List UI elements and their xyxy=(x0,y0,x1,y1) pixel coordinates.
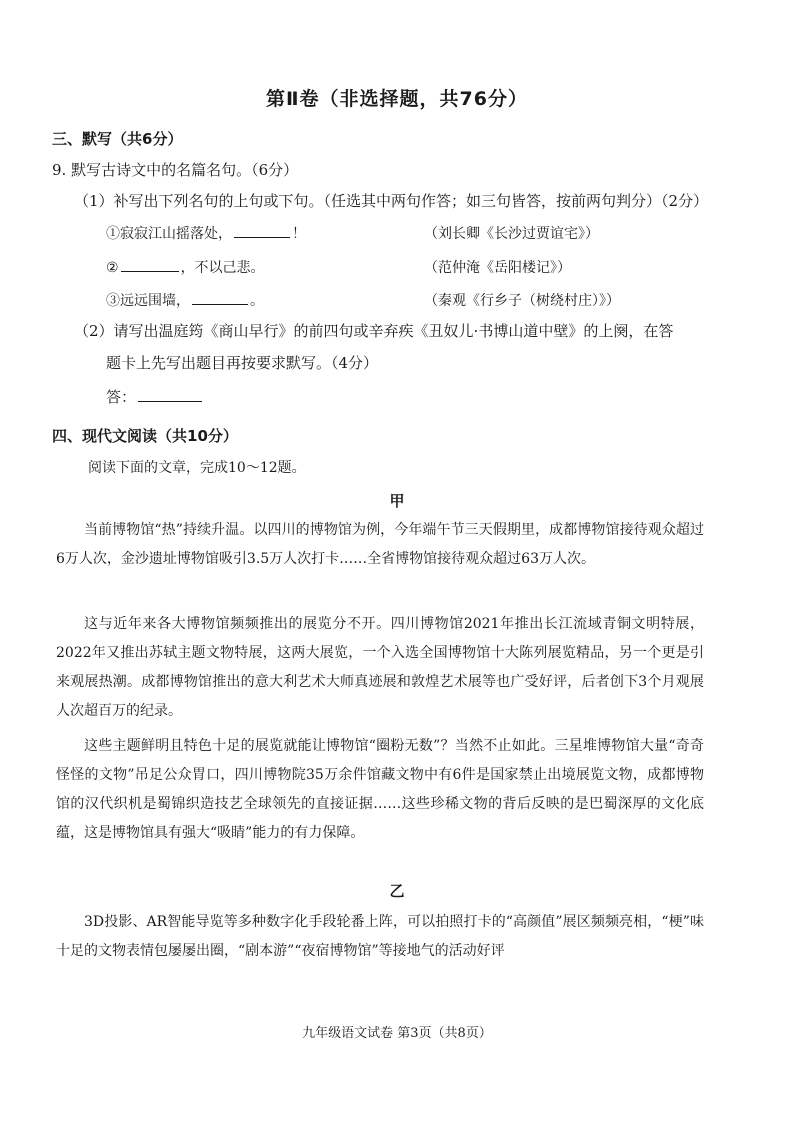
fill-item-3 xyxy=(106,290,264,310)
section-3-heading: 三、默写（共6分） xyxy=(52,130,183,148)
fill-item-2-before: ② xyxy=(106,260,119,276)
page-footer: 九年级语文试卷 第3页（共8页） xyxy=(302,1026,492,1041)
fill-item-2-after: ，不以己悲。 xyxy=(180,260,265,276)
answer-line xyxy=(106,386,204,407)
fill-blank-1[interactable] xyxy=(234,236,290,238)
part-a-paragraph-3: 这些主题鲜明且特色十足的展览就能让博物馆“圈粉无数”？当然不止如此。三星堆博物馆大量“奇奇怪怪的文物”吊足公众胃口，四川博物院35万余件馆藏文物中有6件是国家禁止出境展览文物，成都博物馆的汉代织机是蜀锦织造技艺全球领先的直接证据……这些珍稀文物的背后反映的是巴蜀深厚的文化底蕴，这是博物馆具有强大“吸睛”能力的有力保障。 xyxy=(56,738,704,841)
fill-item-2 xyxy=(106,257,265,277)
question-9-sub1: （1）补写出下列名句的上句或下句。（任选其中两句作答；如三句皆答，按前两句判分）（2分） xyxy=(74,192,709,210)
fill-item-3-after: 。 xyxy=(250,293,264,309)
fill-item-1-before: ①寂寂江山摇落处， xyxy=(106,226,232,242)
part-b-heading: 乙 xyxy=(389,882,405,900)
fill-item-3-source: （秦观《行乡子（树绕村庄）》） xyxy=(424,293,620,309)
part-a-paragraph-1: 当前博物馆“热”持续升温。以四川的博物馆为例，今年端午节三天假期里，成都博物馆接待观众超过6万人次，金沙遗址博物馆吸引3.5万人次打卡……全省博物馆接待观众超过63万人次。 xyxy=(56,522,704,567)
section-4-heading: 四、现代文阅读（共10分） xyxy=(52,427,238,445)
fill-item-1 xyxy=(106,223,306,243)
fill-item-1-after: ！ xyxy=(292,226,306,242)
part-b-paragraph-1: 3D投影、AR智能导览等多种数字化手段轮番上阵，可以拍照打卡的“高颜值”展区频频亮相，“梗”味十足的文物表情包屡屡出圈，“剧本游”“夜宿博物馆”等接地气的活动好评 xyxy=(56,914,704,959)
answer-blank[interactable] xyxy=(138,400,202,402)
fill-item-2-source: （范仲淹《岳阳楼记》） xyxy=(424,260,571,276)
fill-blank-2[interactable] xyxy=(121,270,179,272)
question-9-sub2-line1: （2）请写出温庭筠《商山早行》的前四句或辛弃疾《丑奴儿·书博山道中壁》的上阕，在答 xyxy=(74,322,674,340)
fill-blank-3[interactable] xyxy=(192,303,248,305)
part-a-paragraph-2: 这与近年来各大博物馆频频推出的展览分不开。四川博物馆2021年推出长江流域青铜文明特展，2022年又推出苏轼主题文物特展，这两大展览，一个入选全国博物馆十大陈列展览精品，另一个更是引来观展热潮。成都博物馆推出的意大利艺术大师真迹展和敦煌艺术展等也广受好评，后者创下3个月观展人次超百万的纪录。 xyxy=(56,616,704,719)
page-title: 第Ⅱ卷（非选择题，共76分） xyxy=(266,88,528,110)
reading-instruction: 阅读下面的文章，完成10～12题。 xyxy=(88,460,306,476)
fill-item-3-before: ③远远围墙， xyxy=(106,293,190,309)
answer-label: 答： xyxy=(106,388,137,406)
fill-item-1-source: （刘长卿《长沙过贾谊宅》） xyxy=(424,226,599,242)
part-a-heading: 甲 xyxy=(389,492,405,510)
question-9-sub2-line2: 题卡上先写出题目再按要求默写。（4分） xyxy=(106,354,379,372)
question-9: 9. 默写古诗文中的名篇名句。（6分） xyxy=(52,161,299,179)
